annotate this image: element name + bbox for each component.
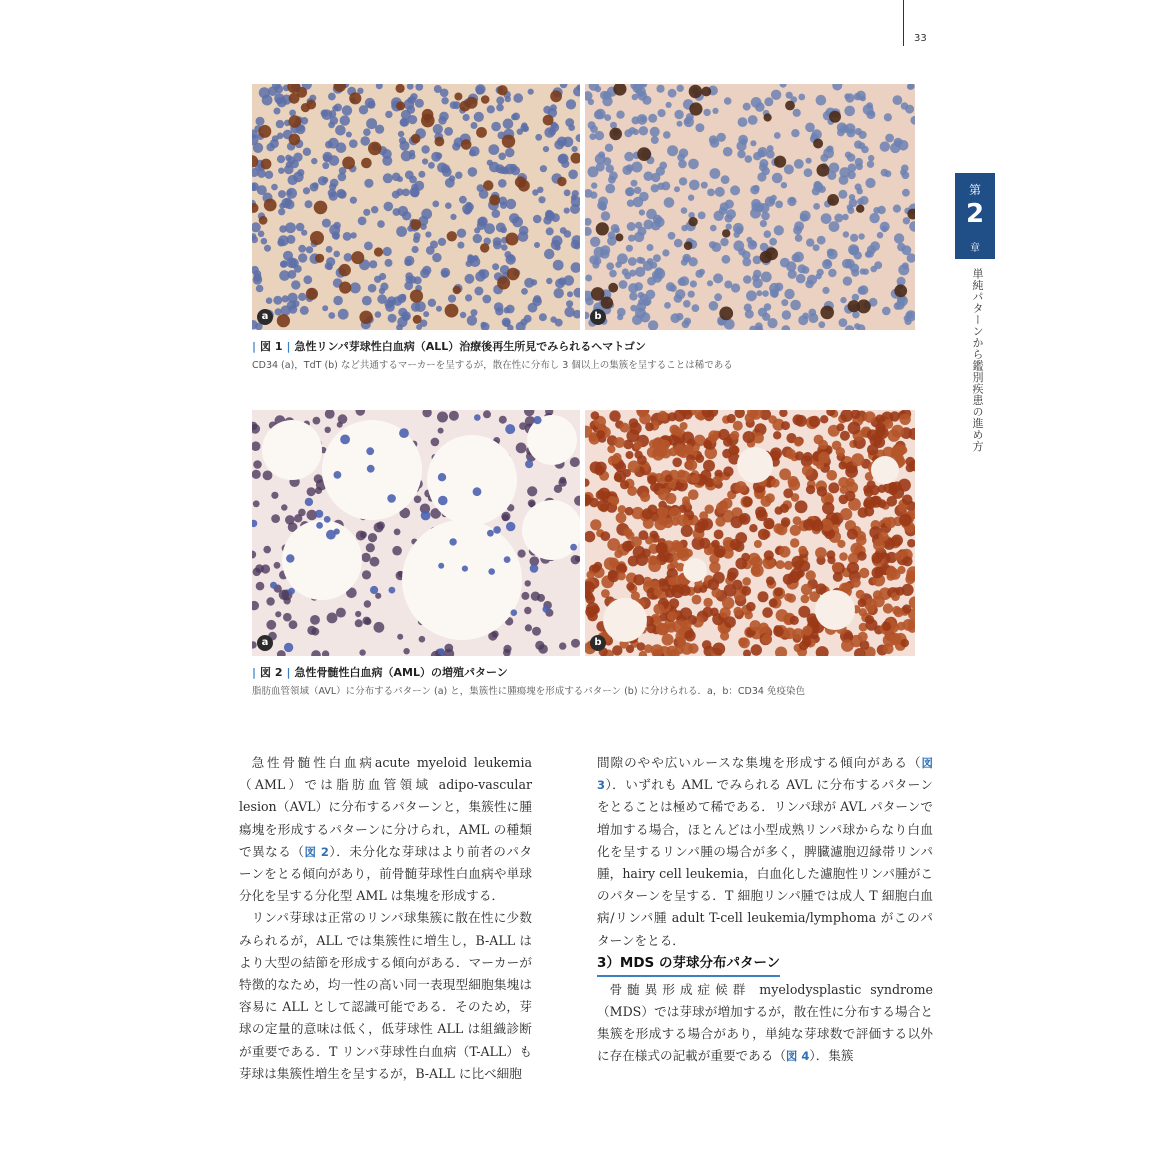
figure1-title: 急性リンパ芽球性白血病（ALL）治療後再生所見でみられるヘマトゴン <box>294 340 646 353</box>
figure2-caption-title <box>252 664 922 680</box>
chapter-tab <box>955 173 995 259</box>
figure1-caption-title <box>252 338 922 354</box>
figure1-label: 図 1 <box>260 340 283 353</box>
chapter-number: 2 <box>965 199 985 229</box>
figure1-panel-a-micrograph <box>252 84 580 330</box>
cell-pattern <box>585 410 915 656</box>
caption-bar-icon: | <box>286 666 291 679</box>
panel-a-label: a <box>257 635 273 651</box>
figure-ref-link[interactable]: 図 3 <box>597 756 933 793</box>
caption-bar-icon: | <box>252 666 257 679</box>
figure1-caption <box>252 338 922 374</box>
text-run: 間隙のやや広いルースな集塊を形成する傾向がある（ <box>597 755 922 770</box>
panel-b-label: b <box>590 309 606 325</box>
paragraph <box>597 979 933 1068</box>
figure2-label: 図 2 <box>260 666 283 679</box>
caption-bar-icon: | <box>252 340 257 353</box>
caption-bar-icon: | <box>286 340 291 353</box>
figure1-panel-b-micrograph <box>585 84 915 330</box>
paragraph: リンパ芽球は正常のリンパ球集簇に散在性に少数みられるが，ALL では集簇性に増生し，B-ALL はより大型の結節を形成する傾向がある．マーカーが特徴的なため，均一性の高い同一表現型細胞集塊は容易に ALL として認識可能である．そのため，芽球の定量的意味は低く，低芽球性 ALL は組織診断が重要である．T リンパ芽球性白血病（T-ALL）も芽球は集簇性増生を呈するが，B-ALL に比べ細胞 <box>239 910 532 1081</box>
figure1-caption-body: CD34 (a)，TdT (b) など共通するマーカーを呈するが，散在性に分布し 3 個以上の集簇を呈することは稀である <box>252 360 733 371</box>
cell-pattern <box>252 84 580 330</box>
panel-b-label: b <box>590 635 606 651</box>
figure-ref-link[interactable]: 図 4 <box>785 1049 810 1064</box>
figure2-panel-b-micrograph <box>585 410 915 656</box>
left-text-column <box>239 752 532 1085</box>
page-number: 33 <box>914 33 927 44</box>
text-run: 急性骨髄性白血病acute myeloid leukemia（AML）では脂肪血管領域 adipo-vascular lesion（AVL）に分布するパターンと，集簇性に腫瘍塊を形成するパターンに分けられ，AML の種類で異なる（ <box>239 755 532 859</box>
figure2-panel-a-micrograph <box>252 410 580 656</box>
chapter-title: 単純パターンから鑑別疾患の進め方 <box>971 268 984 452</box>
section-heading: 3）MDS の芽球分布パターン <box>597 952 780 977</box>
cell-pattern <box>585 84 915 330</box>
panel-a-label: a <box>257 309 273 325</box>
paragraph <box>597 752 933 952</box>
figure2-caption-body: 脂肪血管領域（AVL）に分布するパターン (a) と，集簇性に腫瘍塊を形成するパターン (b) に分けられる．a，b：CD34 免疫染色 <box>252 686 805 697</box>
cell-pattern <box>252 410 580 656</box>
figure2-caption <box>252 664 922 700</box>
text-run: ）．いずれも AML でみられる AVL に分布するパターンをとることは極めて稀である．リンパ球が AVL パターンで増加する場合，ほとんどは小型成熟リンパ球からなり白血化を呈するリンパ腫の場合が多く，脾臓濾胞辺縁帯リンパ腫，hairy cell leukemia，白血化した濾胞性リンパ腫がこのパターンを呈する．T 細胞リンパ腫では成人 T 細胞白血病/リンパ腫 adult T-cell leukemia/lymphoma がこのパターンをとる． <box>597 777 933 948</box>
text-run: ）．未分化な芽球はより前者のパターンをとる傾向があり，前骨髄芽球性白血病や単球分化を呈する分化型 AML は集塊を形成する． <box>239 843 533 904</box>
right-text-column <box>597 752 933 1068</box>
chapter-suffix: 章 <box>970 243 980 254</box>
chapter-prefix: 第 <box>968 183 981 197</box>
figure2-title: 急性骨髄性白血病（AML）の増殖パターン <box>294 666 508 679</box>
page-edge-line <box>903 0 904 46</box>
text-run: ）．集簇 <box>809 1048 854 1064</box>
figure-ref-link[interactable]: 図 2 <box>304 844 329 859</box>
text-run: 骨髄異形成症候群 myelodysplastic syndrome（MDS）では芽球が増加するが，散在性に分布する場合と集簇を形成する場合があり，単純な芽球数で評価する以外に存在様式の記載が重要である（ <box>597 981 933 1064</box>
paragraph <box>239 752 532 907</box>
